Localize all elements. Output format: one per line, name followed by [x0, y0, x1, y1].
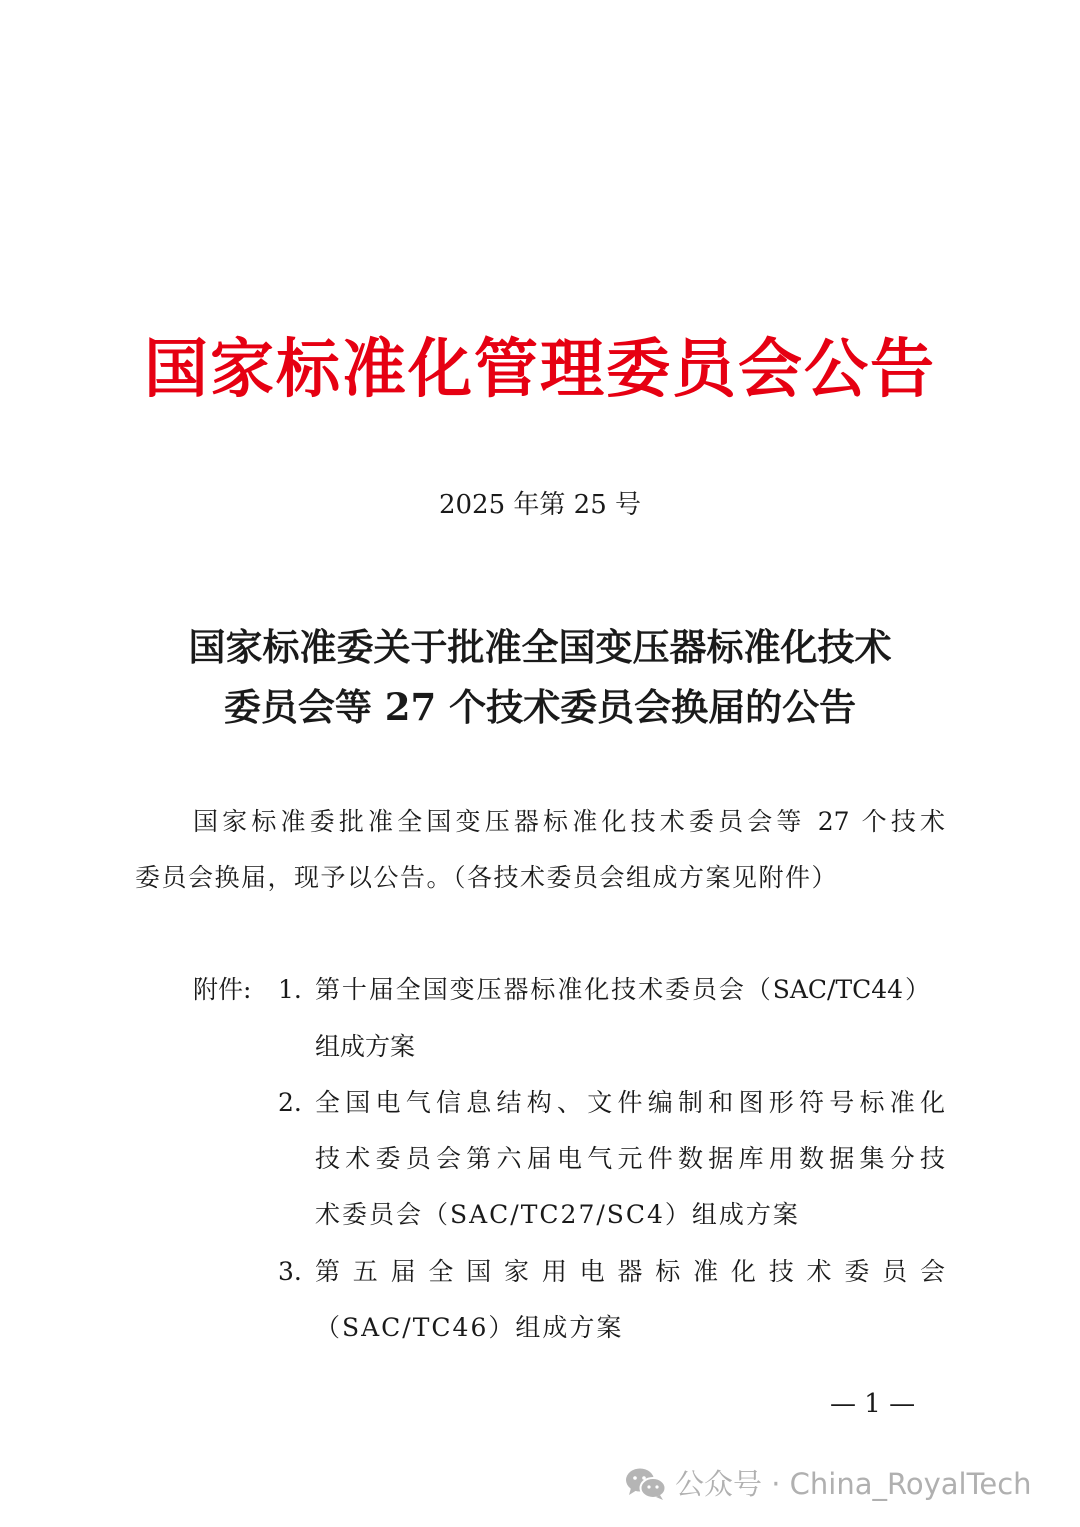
attachment-2-line1: 全国电气信息结构、文件编制和图形符号标准化: [315, 1088, 945, 1117]
attachment-1-line2: 组成方案: [315, 1032, 416, 1061]
wechat-icon: [625, 1467, 667, 1501]
attachment-3-line1: 第五届全国家用电器标准化技术委员会: [315, 1257, 945, 1286]
attachment-2-line3: 术委员会（SAC/TC27/SC4）组成方案: [315, 1200, 800, 1229]
attachments-label: 附件:: [193, 975, 252, 1004]
announcement-heading-line2: 委员会等 27 个技术委员会换届的公告: [223, 685, 857, 729]
watermark: [625, 1464, 1032, 1504]
attachment-2-number: 2.: [278, 1088, 302, 1117]
watermark-text: 公众号 · China_RoyalTech: [675, 1467, 1032, 1501]
document-title: 国家标准化管理委员会公告: [144, 332, 936, 407]
attachment-1-number: 1.: [278, 975, 302, 1004]
attachment-3-line2: （SAC/TC46）组成方案: [315, 1313, 624, 1342]
attachment-1-line1: 第十届全国变压器标准化技术委员会（SAC/TC44）: [315, 975, 930, 1004]
attachment-3-number: 3.: [278, 1257, 302, 1286]
page-number: — 1 —: [830, 1389, 916, 1419]
body-paragraph-line2: 委员会换届，现予以公告。（各技术委员会组成方案见附件）: [135, 863, 839, 892]
body-paragraph-line1: 国家标准委批准全国变压器标准化技术委员会等 27 个技术: [193, 807, 945, 836]
attachment-2-line2: 技术委员会第六届电气元件数据库用数据集分技: [315, 1144, 945, 1173]
announcement-heading-line1: 国家标准委关于批准全国变压器标准化技术: [188, 625, 892, 669]
document-number: 2025 年第 25 号: [438, 490, 642, 520]
